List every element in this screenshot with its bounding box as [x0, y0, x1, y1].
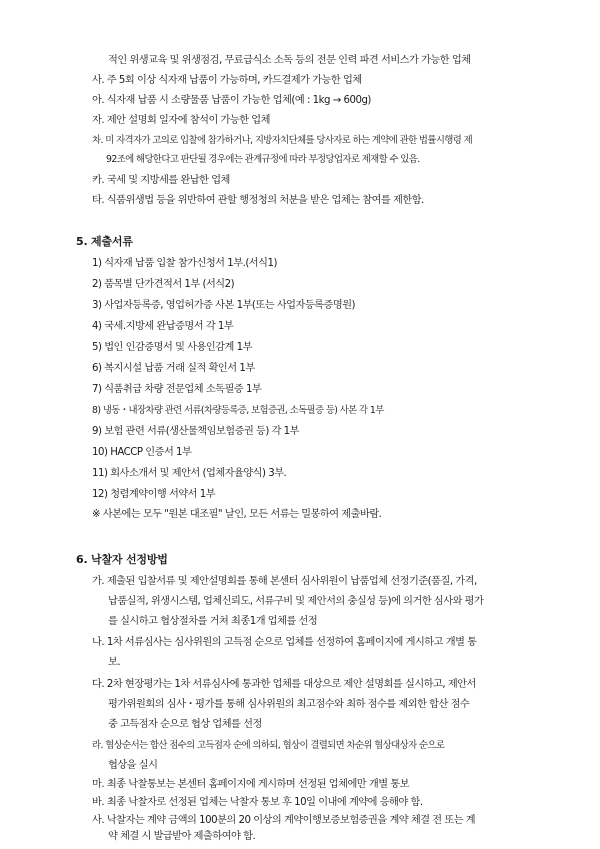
section-5-item-6 — [92, 362, 255, 376]
section-6-item-da — [92, 678, 476, 692]
item-label: 타. — [92, 195, 105, 206]
item-text: 사업자등록증, 영업허가증 사본 1부(또는 사업자등록증명원) — [104, 300, 356, 311]
intro-item-ta — [92, 194, 424, 208]
section-6-item-ra — [92, 739, 444, 753]
item-text: 보험 관련 서류(생산물책임보험증권 등) 각 1부 — [104, 426, 299, 437]
item-text: 식자재 납품 시 소량물품 납품이 가능한 업체(예 : 1kg → 600g) — [106, 95, 371, 106]
item-label: 8) — [92, 405, 101, 416]
item-label: 사. — [92, 815, 105, 826]
item-continuation: 를 실시하고 협상절차를 거쳐 최종1개 업체를 선정 — [108, 616, 318, 627]
item-label: 사. — [92, 75, 105, 86]
item-label: 카. — [92, 175, 105, 186]
item-continuation: 중 고득점자 순으로 협상 업체를 선정 — [108, 719, 262, 730]
item-label: 11) — [92, 468, 108, 479]
item-continuation: 협상을 실시 — [108, 760, 158, 771]
section-5-title: 5. 제출서류 — [76, 235, 133, 248]
item-text: 협상순서는 합산 점수의 고득점자 순에 의하되, 협상이 결렬되면 차순위 협상대상자 순으로 — [105, 740, 445, 751]
item-text: 최종 낙찰통보는 본센터 홈페이지에 게시하며 선정된 업체에만 개별 통보 — [106, 779, 409, 790]
section-5-item-7 — [92, 383, 261, 397]
intro-item-sa — [92, 74, 362, 88]
item-label: 가. — [92, 576, 105, 587]
item-label: 7) — [92, 384, 102, 395]
item-label: 6) — [92, 363, 102, 374]
item-continuation: 납품실적, 위생시스템, 업체신뢰도, 서류구비 및 제안서의 충실성 등)에 의거한 심사와 평가 — [108, 596, 484, 607]
section-6-item-sa — [92, 814, 475, 828]
item-text: 국세.지방세 완납증명서 각 1부 — [104, 321, 234, 332]
item-text: 회사소개서 및 제안서 (업체자율양식) 3부. — [110, 468, 287, 479]
intro-item-a — [92, 94, 371, 108]
section-5-item-10 — [92, 446, 191, 460]
item-text: 미 자격자가 고의로 입찰에 참가하거나, 지방자치단체를 당사자로 하는 계약에 관한 법률시행령 제 — [105, 135, 473, 146]
item-text: 식품위생법 등을 위반하여 관할 행정청의 처분을 받은 업체는 참여를 제한함. — [106, 195, 424, 206]
item-label: 나. — [92, 637, 105, 648]
intro-item-cha — [92, 134, 472, 148]
item-text: 냉동・내장차량 관련 서류(차량등록증, 보험증권, 소독필증 등) 사본 각 1부 — [102, 405, 384, 416]
item-label: 9) — [92, 426, 102, 437]
item-text: 2차 현장평가는 1차 서류심사에 통과한 업체를 대상으로 제안 설명회를 실시하고, 제안서 — [106, 679, 476, 690]
item-label: 라. — [92, 740, 103, 751]
section-6-item-ga — [92, 575, 477, 589]
section-5-item-12 — [92, 488, 215, 502]
item-label: 아. — [92, 95, 105, 106]
item-text: 제안 설명회 일자에 참석이 가능한 업체 — [106, 115, 270, 126]
section-5-item-2 — [92, 278, 234, 292]
item-continuation: 보. — [108, 657, 121, 668]
item-label: 1) — [92, 258, 102, 269]
intro-continuation: 적인 위생교육 및 위생점검, 무료급식소 소독 등의 전문 인력 파견 서비스가 가능한 업체 — [108, 55, 471, 66]
section-5-item-3 — [92, 299, 355, 313]
item-label: 자. — [92, 115, 105, 126]
item-label: 12) — [92, 489, 108, 500]
section-5-item-8 — [92, 404, 384, 418]
item-label: 10) — [92, 447, 108, 458]
item-text: HACCP 인증서 1부 — [110, 447, 192, 458]
item-label: 4) — [92, 321, 102, 332]
section-5-note: ※ 사본에는 모두 "원본 대조필" 날인, 모든 서류는 밀봉하여 제출바람. — [92, 509, 382, 520]
section-5-item-1 — [92, 257, 277, 271]
intro-item-cha-continuation: 92조에 해당한다고 판단될 경우에는 관계규정에 따라 부정당업자로 제재할 수 있음. — [106, 154, 420, 165]
item-text: 복지시설 납품 거래 실적 확인서 1부 — [104, 363, 255, 374]
item-text: 주 5회 이상 식자재 납품이 가능하며, 카드결제가 가능한 업체 — [106, 75, 362, 86]
item-label: 3) — [92, 300, 102, 311]
item-continuation: 약 체결 시 발급받아 제출하여야 함. — [108, 831, 256, 842]
item-text: 1차 서류심사는 심사위원의 고득점 순으로 업체를 선정하여 홈페이지에 게시하고 개별 통 — [106, 637, 477, 648]
section-6-title: 6. 낙찰자 선정방법 — [76, 553, 168, 566]
section-5-item-5 — [92, 341, 252, 355]
item-text: 청렴계약이행 서약서 1부 — [110, 489, 216, 500]
section-6-item-na — [92, 636, 477, 650]
item-label: 차. — [92, 135, 103, 146]
item-text: 제출된 입찰서류 및 제안설명회를 통해 본센터 심사위원이 납품업체 선정기준(품질, 가격, — [106, 576, 477, 587]
item-text: 품목별 단가견적서 1부 (서식2) — [104, 279, 235, 290]
item-text: 식품취급 차량 전문업체 소독필증 1부 — [104, 384, 262, 395]
section-5-item-11 — [92, 467, 286, 481]
item-text: 국세 및 지방세를 완납한 업체 — [106, 175, 230, 186]
item-label: 2) — [92, 279, 102, 290]
intro-item-ja — [92, 114, 270, 128]
item-label: 다. — [92, 679, 105, 690]
item-text: 법인 인감증명서 및 사용인감계 1부 — [104, 342, 252, 353]
item-continuation: 평가위원회의 심사・평가를 통해 심사위원의 최고점수와 최하 점수를 제외한 합산 점수 — [108, 699, 470, 710]
item-text: 최종 낙찰자로 선정된 업체는 낙찰자 통보 후 10일 이내에 계약에 응해야 함. — [106, 797, 423, 808]
section-6-item-ma — [92, 778, 409, 792]
section-6-item-ba — [92, 796, 423, 810]
section-5-item-4 — [92, 320, 233, 334]
item-text: 식자재 납품 입찰 참가신청서 1부.(서식1) — [104, 258, 277, 269]
section-5-item-9 — [92, 425, 299, 439]
item-text: 낙찰자는 계약 금액의 100분의 20 이상의 계약이행보증보험증권을 계약 체결 전 또는 계 — [106, 815, 476, 826]
item-label: 바. — [92, 797, 105, 808]
item-label: 마. — [92, 779, 105, 790]
item-label: 5) — [92, 342, 102, 353]
intro-item-ka — [92, 174, 230, 188]
